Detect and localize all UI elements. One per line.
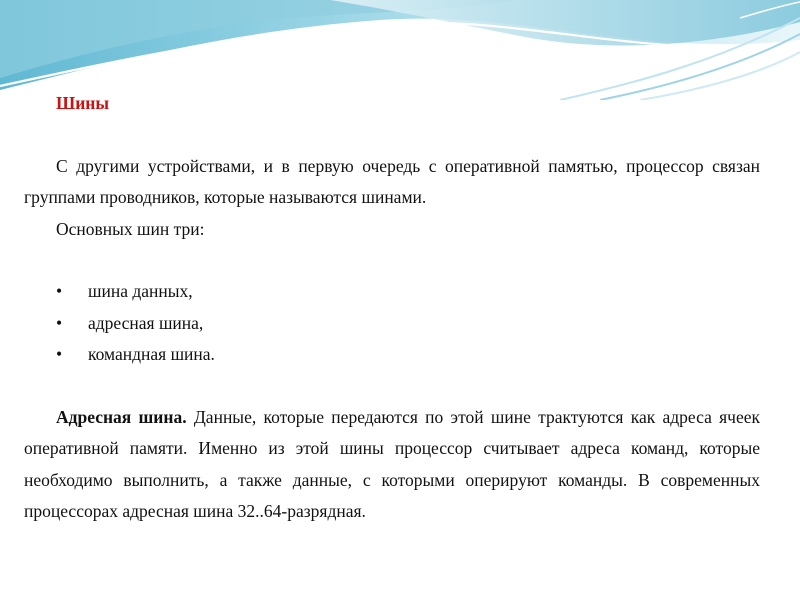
address-bus-heading: Адресная шина. [56, 406, 187, 427]
list-item-label: адресная шина, [88, 312, 204, 333]
bullet-icon: • [56, 312, 63, 333]
wave-header-decoration [0, 0, 800, 100]
slide-content [24, 88, 760, 528]
address-bus-text: Данные, которые передаются по этой шине трактуются как адреса ячеек оперативной памяти. Именно из этой шины процессор считывает адреса команд, которые необходимо выполнить, а также данные, с которыми оперируют команды. В современных процессорах адресная шина 32..64-разрядная. [24, 406, 760, 521]
bus-count-line: Основных шин три: [56, 218, 205, 239]
bullet-icon: • [56, 344, 63, 364]
address-bus-paragraph [24, 402, 760, 528]
list-item-label: командная шина. [88, 344, 215, 364]
bullet-icon: • [56, 281, 63, 301]
list-item [24, 308, 760, 340]
intro-paragraph: С другими устройствами, и в первую очередь с оперативной памятью, процессор связан группами проводников, которые называются шинами. [24, 155, 760, 207]
slide-title: Шины [56, 93, 110, 113]
list-item-label: шина данных, [88, 281, 193, 301]
list-item [24, 339, 760, 371]
list-item [24, 276, 760, 308]
bus-list [24, 276, 760, 371]
